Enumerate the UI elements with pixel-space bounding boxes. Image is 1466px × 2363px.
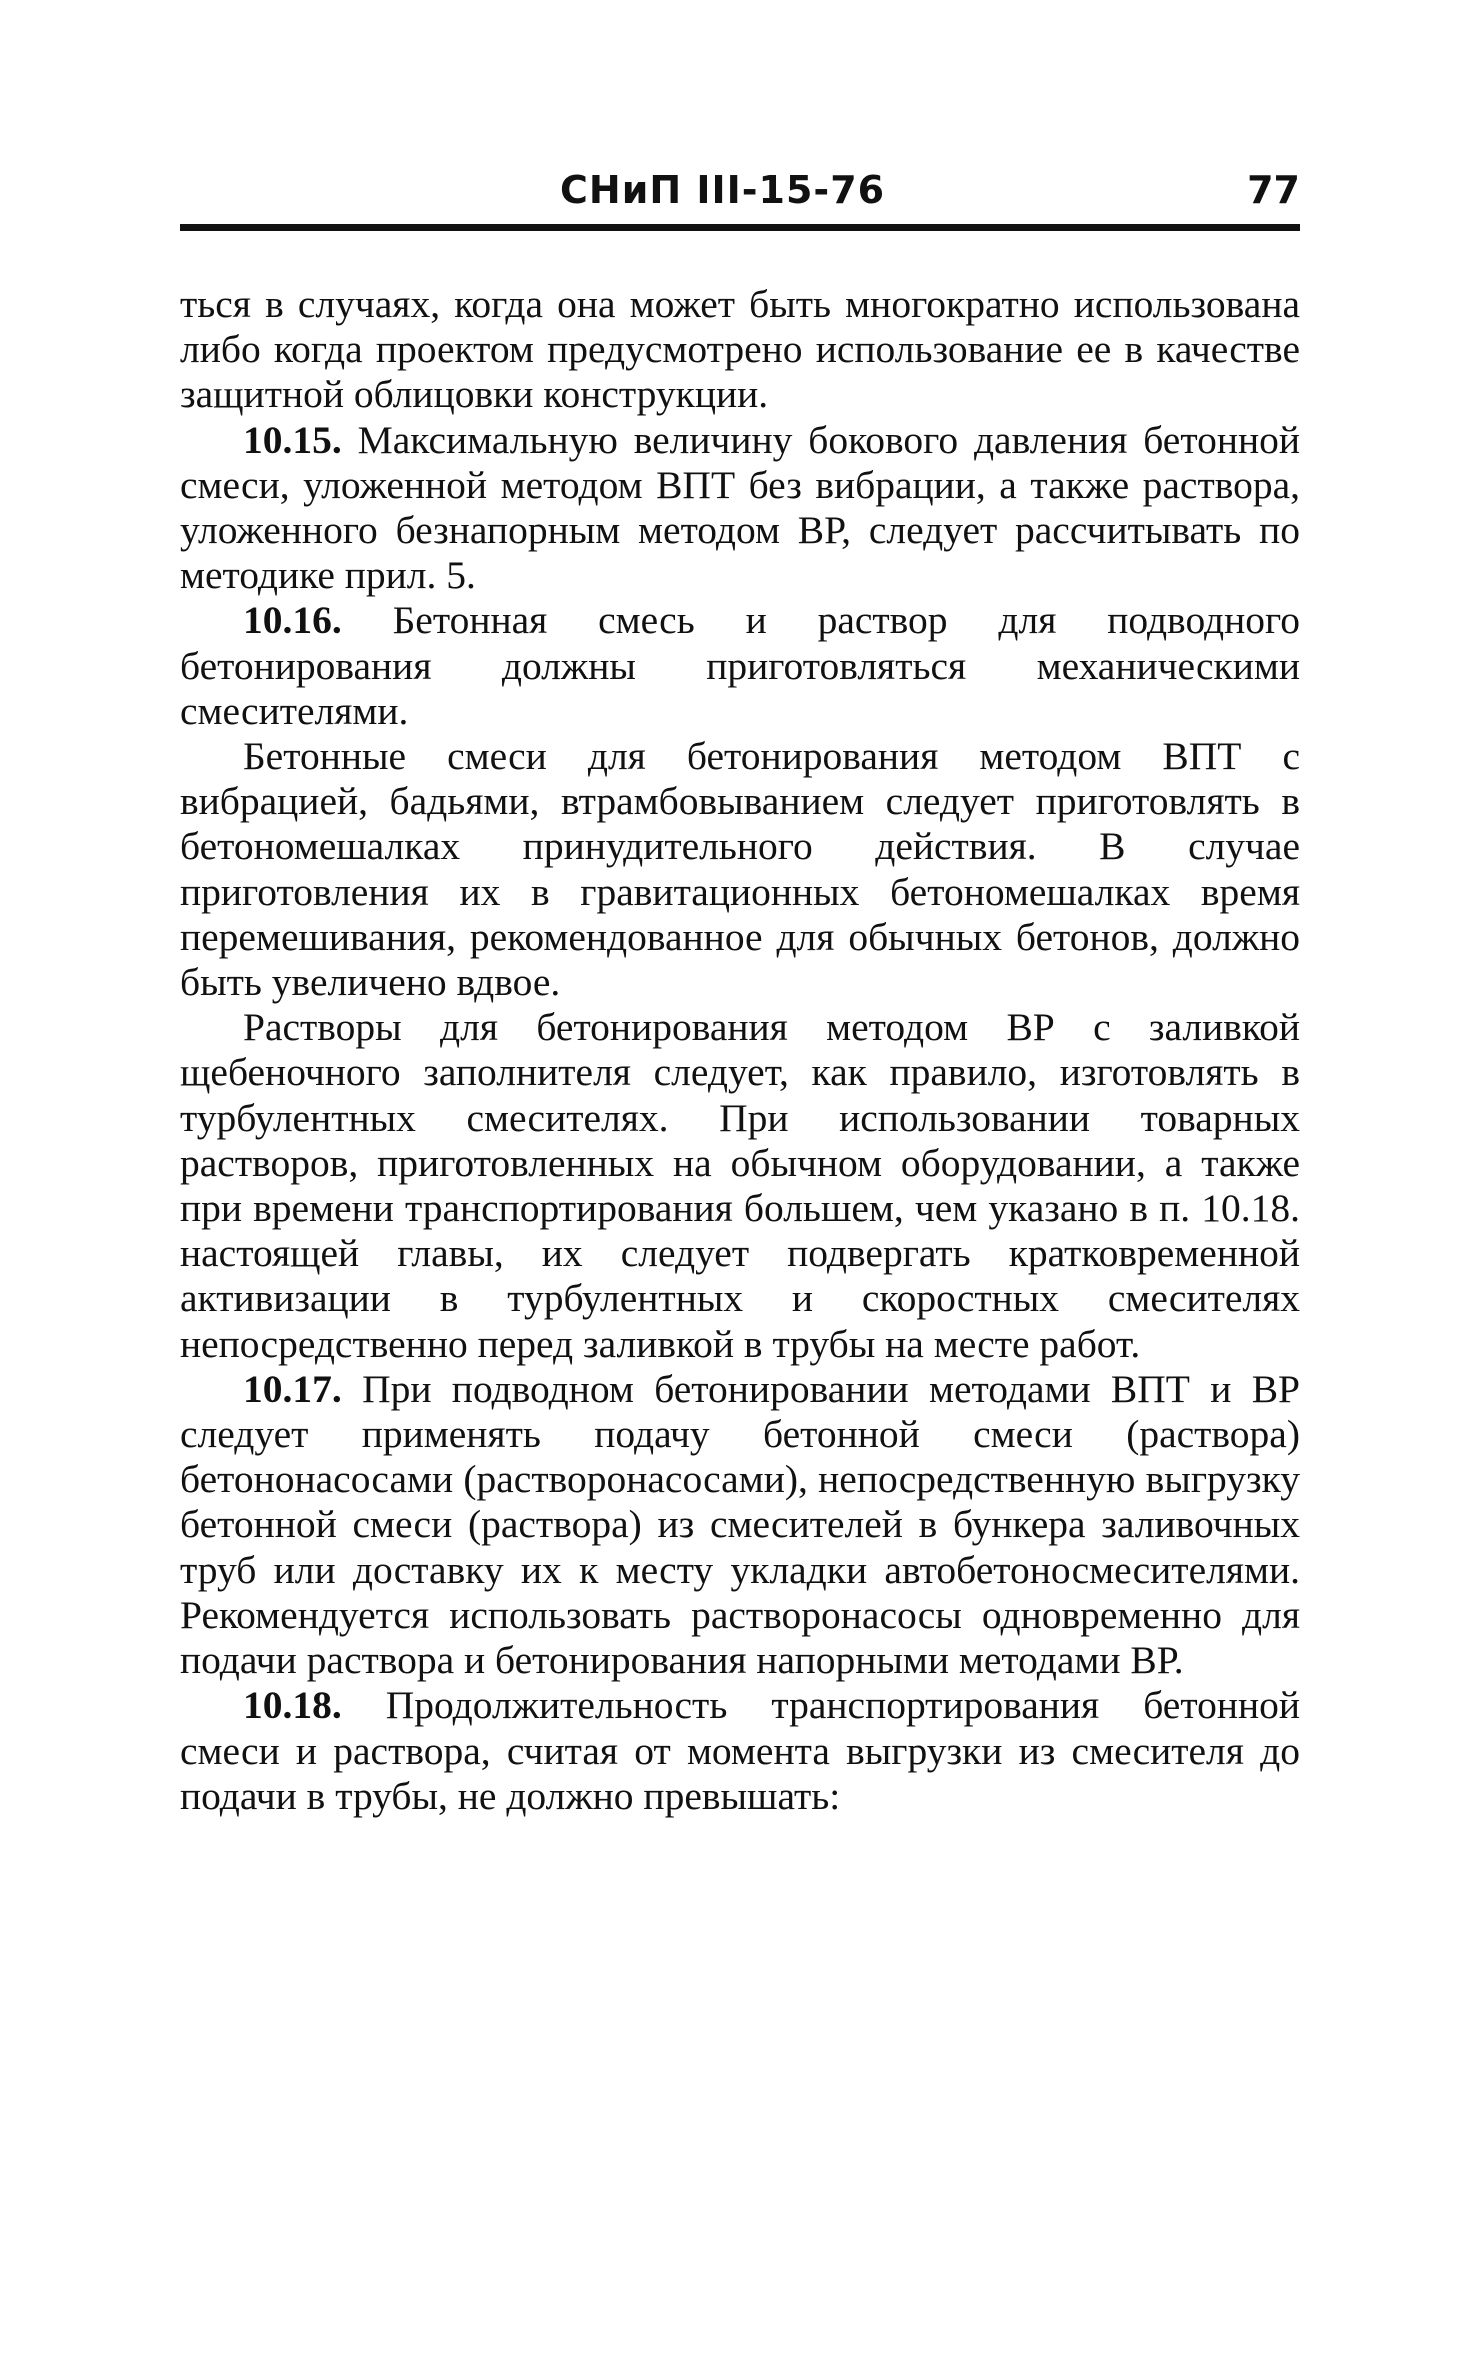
clause-10-16 (180, 598, 1300, 734)
clause-number: 10.16. (243, 598, 342, 643)
paragraph-text: Продолжительность транспортирования бетонной смеси и раствора, считая от момента выгрузки из смесителя до подачи в трубы, не должно превышать: (180, 1683, 1300, 1818)
header-rule (180, 224, 1300, 231)
paragraph-text: Максимальную величину бокового давления бетонной смеси, уложенной методом ВПТ без вибрации, а также раствора, уложенного безнапорным методом ВР, следует рассчитывать по методике прил. 5. (180, 417, 1300, 598)
paragraph-text: При подводном бетонировании методами ВПТ и ВР следует применять подачу бетонной смеси (раствора) бетононасосами (растворонасосами), непосредственную выгрузку бетонной смеси (раствора) из смесителей в бункера заливочных труб или доставку их к месту укладки автобетоносмесителями. Рекомендуется использовать растворонасосы одновременно для подачи раствора и бетонирования напорными методами ВР. (180, 1366, 1301, 1683)
paragraph (180, 1005, 1300, 1367)
paragraph-continued (180, 282, 1300, 418)
paragraph-text: Растворы для бетонирования методом ВР с заливкой щебеночного заполнителя следует, как правило, изготовлять в турбулентных смесителях. При использовании товарных растворов, приготовленных на обычном оборудовании, а также при времени транспортирования большем, чем указано в п. 10.18. настоящей главы, их следует подвергать кратковременной активизации в турбулентных и скоростных смесителях непосредственно перед заливкой в трубы на месте работ. (180, 1005, 1300, 1366)
clause-10-15 (180, 418, 1300, 599)
paragraph-text: Бетонные смеси для бетонирования методом ВПТ с вибрацией, бадьями, втрамбовыванием следует приготовлять в бетономешалках принудительного действия. В случае приготовления их в гравитационных бетономешалках время перемешивания, рекомендованное для обычных бетонов, должно быть увеличено вдвое. (180, 734, 1300, 1005)
clause-number: 10.15. (243, 417, 342, 462)
body-text (180, 282, 1300, 1819)
paragraph-text: ться в случаях, когда она может быть многократно использована либо когда проектом предусмотрено использование ее в качестве защитной облицовки конструкции. (180, 282, 1300, 417)
clause-10-18 (180, 1683, 1300, 1819)
running-head: СНиП III-15-76 (560, 168, 886, 212)
paragraph-text: Бетонная смесь и раствор для подводного бетонирования должны приготовляться механическими смесителями. (180, 598, 1301, 733)
clause-number: 10.18. (243, 1683, 342, 1728)
clause-number: 10.17. (243, 1366, 342, 1411)
page-number: 77 (1247, 168, 1300, 212)
paragraph (180, 734, 1300, 1005)
clause-10-17 (180, 1367, 1300, 1683)
